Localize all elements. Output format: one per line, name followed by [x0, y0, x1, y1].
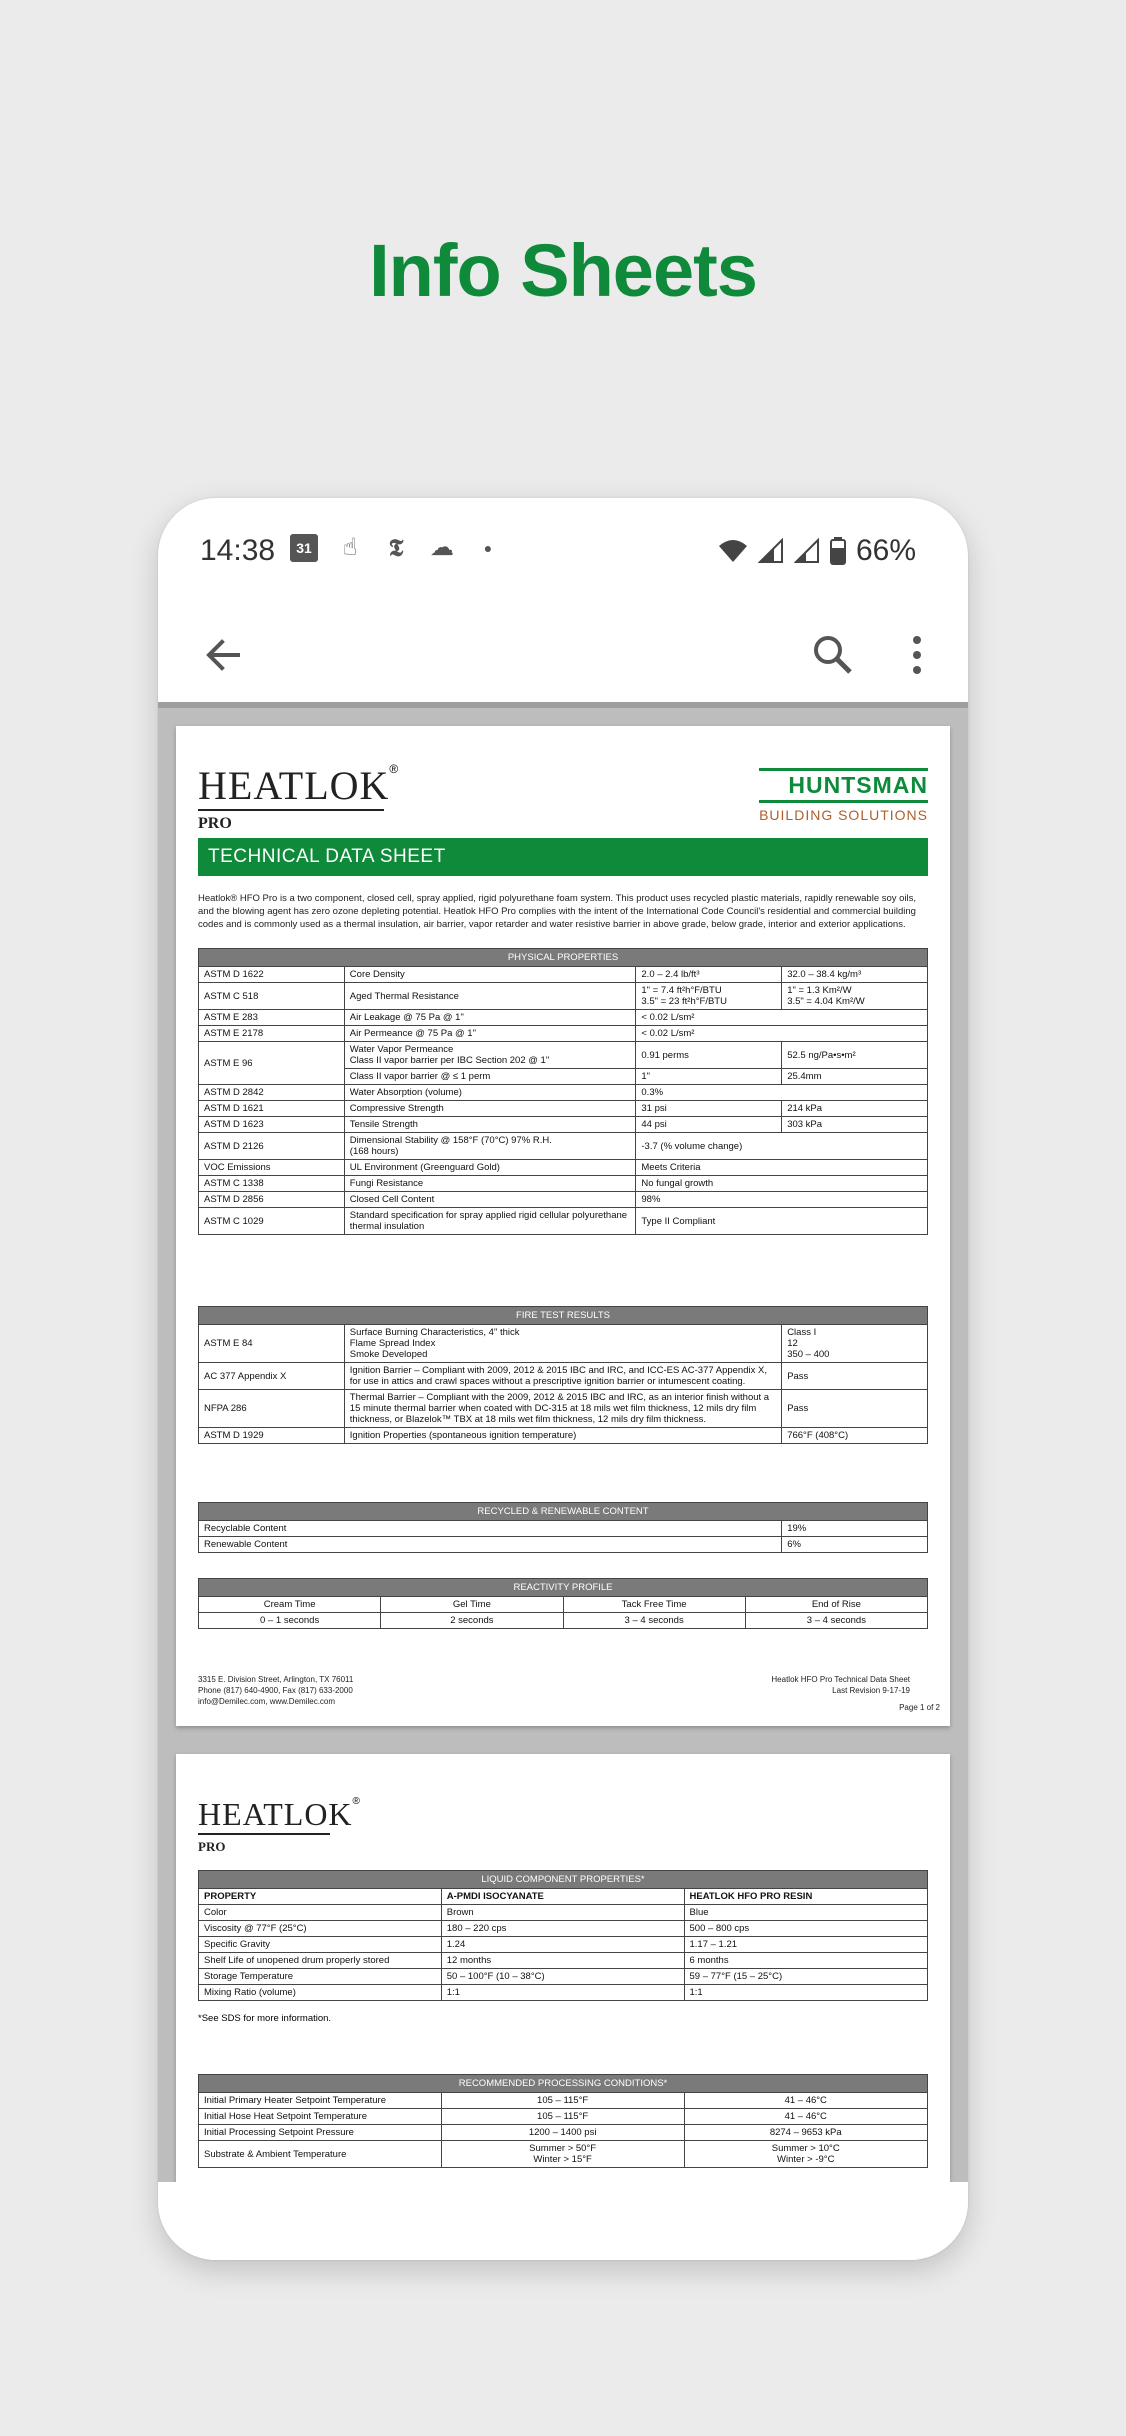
table-cell: Water Vapor Permeance Class II vapor barrier per IBC Section 202 @ 1": [344, 1042, 636, 1069]
table-row: [199, 2109, 928, 2125]
table-row: [199, 1160, 928, 1176]
table-cell: ASTM D 1621: [199, 1101, 345, 1117]
table-cell: ASTM E 283: [199, 1010, 345, 1026]
table-cell: Ignition Barrier – Compliant with 2009, 2012 & 2015 IBC and IRC, and ICC-ES AC-377 Appendix X, for use in attics and crawl spaces without a prescriptive ignition barrier or intumescent coating.: [344, 1363, 781, 1390]
footer-page-number: Page 1 of 2: [899, 1703, 940, 1712]
table-cell: Ignition Properties (spontaneous ignition temperature): [344, 1428, 781, 1444]
table-cell: 0.3%: [636, 1085, 928, 1101]
table-cell: 8274 – 9653 kPa: [684, 2125, 928, 2141]
table-cell: ASTM D 1622: [199, 967, 345, 983]
table-row: [199, 1905, 928, 1921]
table-cell: 0 – 1 seconds: [199, 1613, 381, 1629]
liquid-properties-table: [198, 1870, 928, 2001]
table-cell: 1:1: [684, 1985, 928, 2001]
table-cell: Substrate & Ambient Temperature: [199, 2141, 442, 2168]
signal-secondary-icon: [794, 538, 820, 564]
physical-properties-table-wrap: [198, 948, 928, 1235]
table-cell: Viscosity @ 77°F (25°C): [199, 1921, 442, 1937]
table-cell: 2 seconds: [381, 1613, 563, 1629]
table-cell: Aged Thermal Resistance: [344, 983, 636, 1010]
table-cell: < 0.02 L/sm²: [636, 1010, 928, 1026]
table-row: [199, 1325, 928, 1363]
physical-properties-table: [198, 948, 928, 1235]
table-row: [199, 1208, 928, 1235]
pdf-viewer[interactable]: [158, 702, 968, 2182]
reactivity-table-wrap: [198, 1578, 928, 1629]
table-cell: UL Environment (Greenguard Gold): [344, 1160, 636, 1176]
table-cell: Initial Hose Heat Setpoint Temperature: [199, 2109, 442, 2125]
table-cell: ASTM C 1338: [199, 1176, 345, 1192]
table-cell: Class I 12 350 – 400: [782, 1325, 928, 1363]
sds-note: *See SDS for more information.: [198, 2013, 332, 2024]
table-cell: < 0.02 L/sm²: [636, 1026, 928, 1042]
table-cell: 52.5 ng/Pa•s•m²: [782, 1042, 928, 1069]
table-row: [199, 1969, 928, 1985]
table-cell: 303 kPa: [782, 1117, 928, 1133]
recycled-header: RECYCLED & RENEWABLE CONTENT: [199, 1503, 928, 1521]
page1-header: [198, 762, 928, 833]
table-cell: Class II vapor barrier @ ≤ 1 perm: [344, 1069, 636, 1085]
table-cell: ASTM D 2126: [199, 1133, 345, 1160]
table-row: [199, 1117, 928, 1133]
table-row: [199, 1390, 928, 1428]
column-header: Gel Time: [381, 1597, 563, 1613]
table-cell: Meets Criteria: [636, 1160, 928, 1176]
table-cell: Specific Gravity: [199, 1937, 442, 1953]
battery-percentage: 66%: [855, 534, 916, 567]
heatlok-logo-reg: ®: [352, 1796, 360, 1807]
fire-test-header: FIRE TEST RESULTS: [199, 1307, 928, 1325]
table-cell: 6 months: [684, 1953, 928, 1969]
huntsman-logo-text: HUNTSMAN: [759, 768, 928, 803]
table-cell: ASTM D 2856: [199, 1192, 345, 1208]
table-cell: 98%: [636, 1192, 928, 1208]
more-notifications-dot-icon: ●: [483, 540, 493, 556]
table-cell: Recyclable Content: [199, 1521, 782, 1537]
footer-line: Heatlok HFO Pro Technical Data Sheet: [771, 1675, 910, 1684]
table-cell: 180 – 220 cps: [441, 1921, 684, 1937]
table-cell: Blue: [684, 1905, 928, 1921]
table-row: [199, 1176, 928, 1192]
table-cell: Storage Temperature: [199, 1969, 442, 1985]
table-cell: ASTM D 1929: [199, 1428, 345, 1444]
column-header: End of Rise: [745, 1597, 927, 1613]
table-row: [199, 1192, 928, 1208]
table-cell: 44 psi: [636, 1117, 782, 1133]
phone-frame: [158, 498, 968, 2260]
heatlok-logo-sub: PRO: [198, 1839, 226, 1854]
news-icon: 𝕿: [388, 533, 404, 562]
intro-paragraph: Heatlok® HFO Pro is a two component, closed cell, spray applied, rigid polyurethane foam system. This product uses recycled plastic materials, rapidly renewable soy oils, and the blowing agent has zero ozone depleting potential. Heatlok HFO Pro complies with the intent of the International Code Council's residential and commercial building codes and is commonly used as a thermal insulation, air barrier, vapor retarder and water resistive barrier in above grade, below grade, interior and exterior applications.: [198, 893, 917, 930]
pdf-page-1: [176, 726, 950, 1726]
heatlok-logo-rule: [198, 1833, 330, 1835]
signal-icon: [758, 538, 784, 564]
footer-line: Phone (817) 640-4900, Fax (817) 633-2000: [198, 1686, 353, 1695]
table-cell: Type II Compliant: [636, 1208, 928, 1235]
table-cell: AC 377 Appendix X: [199, 1363, 345, 1390]
liquid-table-wrap: [198, 1870, 928, 2024]
calendar-icon: 31: [290, 534, 318, 562]
table-cell: 12 months: [441, 1953, 684, 1969]
footer-line: 3315 E. Division Street, Arlington, TX 76011: [198, 1675, 354, 1684]
search-icon[interactable]: [808, 630, 858, 680]
heatlok-logo-rule: [198, 809, 384, 811]
table-row: [199, 1937, 928, 1953]
table-row: [199, 1889, 928, 1905]
table-cell: Air Permeance @ 75 Pa @ 1": [344, 1026, 636, 1042]
column-header: A-PMDI ISOCYANATE: [441, 1889, 684, 1905]
table-cell: Compressive Strength: [344, 1101, 636, 1117]
table-cell: ASTM C 518: [199, 983, 345, 1010]
table-cell: Brown: [441, 1905, 684, 1921]
table-cell: 1": [636, 1069, 782, 1085]
table-cell: ASTM C 1029: [199, 1208, 345, 1235]
table-row: [199, 2141, 928, 2168]
system-icons: [718, 534, 916, 568]
table-cell: ASTM D 1623: [199, 1117, 345, 1133]
table-cell: 31 psi: [636, 1101, 782, 1117]
status-time: 14:38: [200, 534, 276, 567]
table-cell: ASTM E 2178: [199, 1026, 345, 1042]
table-cell: Thermal Barrier – Compliant with the 2009, 2012 & 2015 IBC and IRC, as an interior finish without a 15 minute thermal barrier when coated with DC-315 at 18 mils wet film thickness, 12 mils dry film thickness, or Blazelok™ TBX at 18 mils wet film thickness, 12 mils dry film thickness.: [344, 1390, 781, 1428]
table-row: [199, 1363, 928, 1390]
table-cell: 1.24: [441, 1937, 684, 1953]
fire-test-table-wrap: [198, 1306, 928, 1444]
table-row: [199, 2093, 928, 2109]
table-row: [199, 967, 928, 983]
recycled-table-wrap: [198, 1502, 928, 1553]
table-cell: Core Density: [344, 967, 636, 983]
tds-banner: TECHNICAL DATA SHEET: [198, 838, 928, 876]
wifi-icon: [718, 538, 748, 564]
liquid-header: LIQUID COMPONENT PROPERTIES*: [199, 1871, 928, 1889]
pdf-page-2: [176, 1754, 950, 2182]
page2-header: [198, 1796, 928, 1855]
table-row: [199, 983, 928, 1010]
table-cell: Fungi Resistance: [344, 1176, 636, 1192]
table-row: [199, 1597, 928, 1613]
table-cell: 105 – 115°F: [441, 2093, 684, 2109]
table-cell: 500 – 800 cps: [684, 1921, 928, 1937]
table-row: [199, 1985, 928, 2001]
table-row: [199, 1101, 928, 1117]
table-row: [199, 1026, 928, 1042]
reactivity-table: [198, 1578, 928, 1629]
table-cell: 50 – 100°F (10 – 38°C): [441, 1969, 684, 1985]
table-cell: 41 – 46°C: [684, 2093, 928, 2109]
battery-icon: [830, 537, 846, 565]
table-cell: Water Absorption (volume): [344, 1085, 636, 1101]
bottom-bar: [158, 2182, 968, 2260]
table-cell: No fungal growth: [636, 1176, 928, 1192]
table-cell: Summer > 50°F Winter > 15°F: [441, 2141, 684, 2168]
reactivity-header: REACTIVITY PROFILE: [199, 1579, 928, 1597]
back-arrow-icon[interactable]: [198, 630, 248, 680]
table-cell: Initial Primary Heater Setpoint Temperature: [199, 2093, 442, 2109]
touch-icon: ☝: [342, 534, 358, 561]
table-cell: Color: [199, 1905, 442, 1921]
table-cell: Air Leakage @ 75 Pa @ 1": [344, 1010, 636, 1026]
table-cell: 3 – 4 seconds: [745, 1613, 927, 1629]
table-cell: Dimensional Stability @ 158°F (70°C) 97% R.H. (168 hours): [344, 1133, 636, 1160]
table-cell: Surface Burning Characteristics, 4" thick Flame Spread Index Smoke Developed: [344, 1325, 781, 1363]
heatlok-logo-sub: PRO: [198, 815, 232, 832]
table-cell: ASTM E 96: [199, 1042, 345, 1085]
table-cell: 105 – 115°F: [441, 2109, 684, 2125]
more-vert-icon[interactable]: [902, 630, 932, 680]
table-cell: 0.91 perms: [636, 1042, 782, 1069]
table-row: [199, 1085, 928, 1101]
table-cell: -3.7 (% volume change): [636, 1133, 928, 1160]
table-row: [199, 1537, 928, 1553]
table-cell: 19%: [782, 1521, 928, 1537]
physical-properties-header: PHYSICAL PROPERTIES: [199, 949, 928, 967]
weather-icon: ☁: [430, 534, 454, 561]
table-cell: Shelf Life of unopened drum properly stored: [199, 1953, 442, 1969]
table-cell: 214 kPa: [782, 1101, 928, 1117]
page1-footer-address: [198, 1674, 353, 1707]
table-cell: Standard specification for spray applied rigid cellular polyurethane thermal insulation: [344, 1208, 636, 1235]
app-bar: [158, 608, 968, 700]
huntsman-logo-sub: BUILDING SOLUTIONS: [759, 807, 928, 823]
page1-footer-meta: [771, 1674, 940, 1713]
table-cell: Tensile Strength: [344, 1117, 636, 1133]
processing-table-wrap: [198, 2074, 928, 2168]
table-cell: Mixing Ratio (volume): [199, 1985, 442, 2001]
heatlok-logo-text: HEATLOK: [198, 1796, 353, 1832]
table-cell: 59 – 77°F (15 – 25°C): [684, 1969, 928, 1985]
table-row: [199, 1133, 928, 1160]
table-row: [199, 1921, 928, 1937]
table-cell: ASTM D 2842: [199, 1085, 345, 1101]
table-cell: Pass: [782, 1390, 928, 1428]
table-cell: 1" = 1.3 Km²/W 3.5" = 4.04 Km²/W: [782, 983, 928, 1010]
table-cell: 766°F (408°C): [782, 1428, 928, 1444]
table-row: [199, 1428, 928, 1444]
processing-conditions-table: [198, 2074, 928, 2168]
footer-line: Last Revision 9-17-19: [832, 1686, 910, 1695]
column-header: PROPERTY: [199, 1889, 442, 1905]
table-cell: 1.17 – 1.21: [684, 1937, 928, 1953]
table-row: [199, 1042, 928, 1069]
table-cell: 2.0 – 2.4 lb/ft³: [636, 967, 782, 983]
notification-icons: [290, 534, 502, 562]
table-cell: 1:1: [441, 1985, 684, 2001]
recycled-table: [198, 1502, 928, 1553]
table-cell: NFPA 286: [199, 1390, 345, 1428]
column-header: Cream Time: [199, 1597, 381, 1613]
heatlok-logo-text: HEATLOK: [198, 763, 390, 808]
fire-test-table: [198, 1306, 928, 1444]
table-cell: 25.4mm: [782, 1069, 928, 1085]
column-header: HEATLOK HFO PRO RESIN: [684, 1889, 928, 1905]
table-cell: Renewable Content: [199, 1537, 782, 1553]
status-bar: [158, 498, 968, 608]
table-cell: Summer > 10°C Winter > -9°C: [684, 2141, 928, 2168]
table-cell: Pass: [782, 1363, 928, 1390]
processing-header: RECOMMENDED PROCESSING CONDITIONS*: [199, 2075, 928, 2093]
table-row: [199, 2125, 928, 2141]
table-cell: ASTM E 84: [199, 1325, 345, 1363]
table-cell: 32.0 – 38.4 kg/m³: [782, 967, 928, 983]
table-cell: 1" = 7.4 ft²h°F/BTU 3.5" = 23 ft²h°F/BTU: [636, 983, 782, 1010]
table-cell: 6%: [782, 1537, 928, 1553]
footer-line: info@Demilec.com, www.Demilec.com: [198, 1697, 336, 1706]
table-cell: 3 – 4 seconds: [563, 1613, 745, 1629]
table-cell: Closed Cell Content: [344, 1192, 636, 1208]
page-title: Info Sheets: [369, 229, 757, 312]
table-cell: VOC Emissions: [199, 1160, 345, 1176]
heatlok-logo-reg: ®: [389, 762, 399, 776]
column-header: Tack Free Time: [563, 1597, 745, 1613]
table-row: [199, 1521, 928, 1537]
table-cell: Initial Processing Setpoint Pressure: [199, 2125, 442, 2141]
table-row: [199, 1953, 928, 1969]
huntsman-logo: [759, 768, 928, 823]
table-row: [199, 1010, 928, 1026]
table-cell: 41 – 46°C: [684, 2109, 928, 2125]
table-row: [199, 1613, 928, 1629]
table-cell: 1200 – 1400 psi: [441, 2125, 684, 2141]
